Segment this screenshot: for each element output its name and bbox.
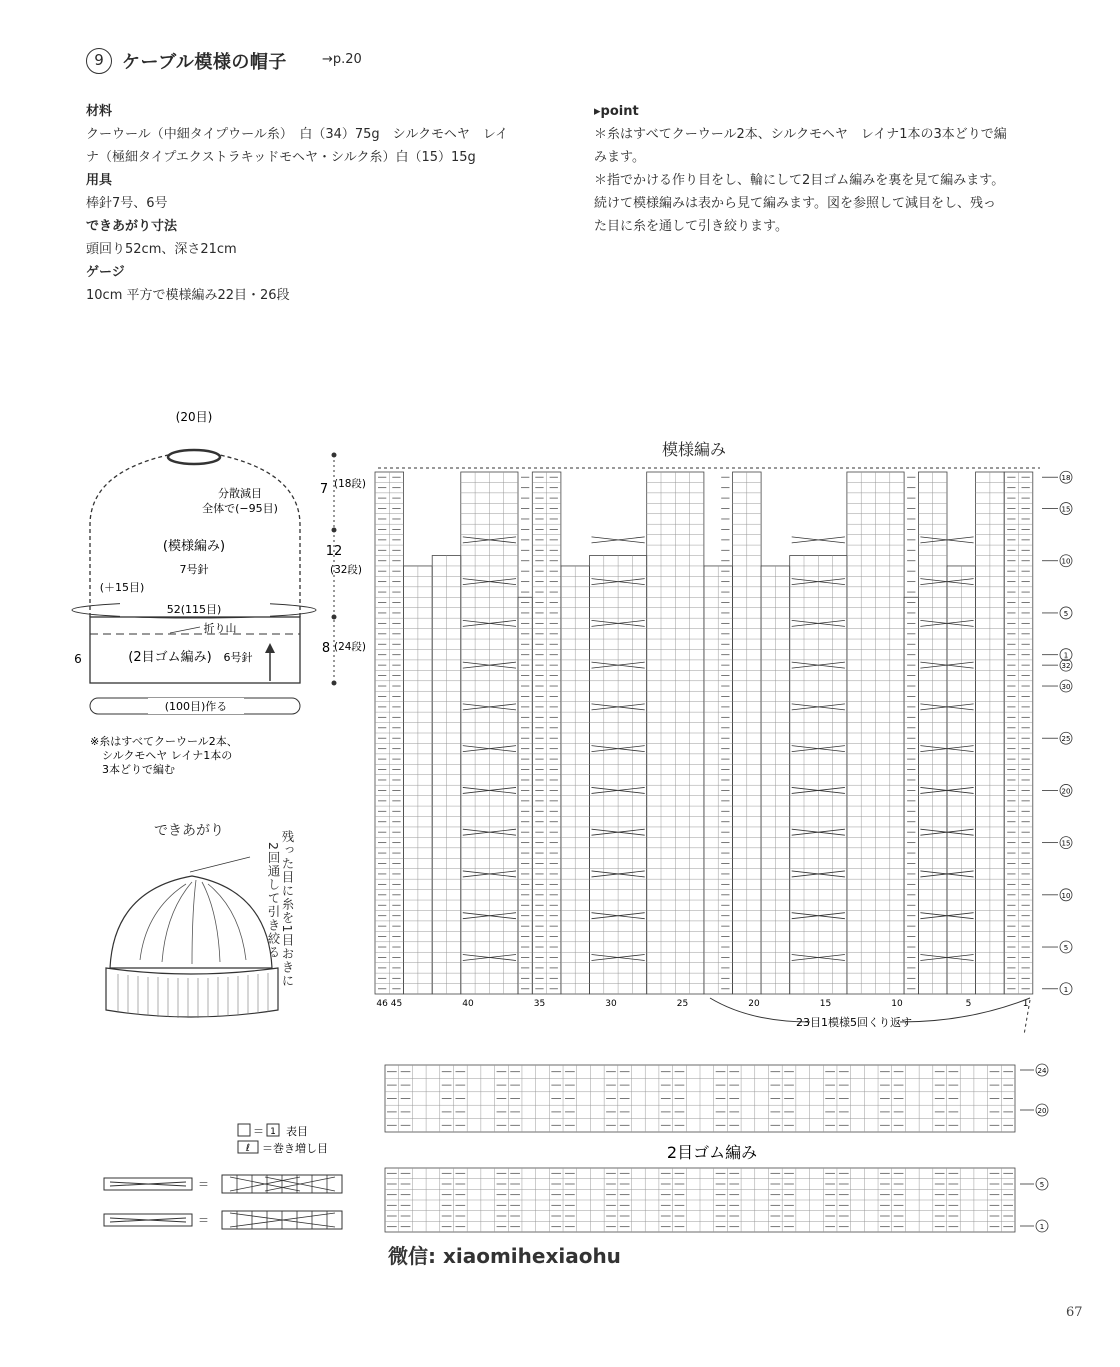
stitch-label: 45	[390, 999, 403, 1009]
dim-8-rows: (24段)	[333, 641, 367, 653]
dim-dot	[332, 453, 337, 458]
stitch-label: 1	[1022, 999, 1029, 1009]
cable-eq-2: ＝	[198, 1214, 209, 1227]
page-number: 67	[1066, 1305, 1083, 1320]
watermark: 微信: xiaomihexiaohu	[388, 1244, 621, 1268]
point-line-5: た目に糸を通して引き絞ります。	[594, 219, 788, 234]
decrease-line-2: 全体で(−95目)	[202, 502, 278, 515]
stitch-label: 10	[891, 999, 903, 1009]
crown-right-curve	[220, 455, 300, 617]
stitch-label: 40	[462, 999, 474, 1009]
rib-row-label: 5	[1039, 1181, 1045, 1189]
rib-row-label: 1	[1039, 1223, 1045, 1231]
dim-8: 8	[321, 641, 331, 656]
point-label: ▸point	[594, 104, 639, 119]
row-marker-label: 30	[1061, 683, 1071, 692]
dim-dot	[332, 528, 337, 533]
stitch-label: 35	[533, 999, 546, 1009]
rib-row-label: 24	[1037, 1067, 1047, 1075]
row-marker-label: 15	[1061, 839, 1071, 848]
page-title: ケーブル模様の帽子	[122, 52, 287, 73]
rib-row-markers	[1020, 1064, 1048, 1232]
rib-chart	[380, 1060, 1080, 1240]
direction-arrowhead	[265, 643, 275, 653]
point-line-2: みます。	[594, 150, 645, 165]
row-marker-label: 15	[1061, 505, 1071, 514]
hat-rib-lines	[118, 973, 268, 1018]
materials-line-2: ナ（極細タイプエクストラキッドモヘヤ・シルク糸）白（15）15g	[86, 150, 476, 165]
dim-12: 12	[325, 544, 343, 559]
plus-15: (＋15目)	[99, 581, 145, 594]
finished-note-col-1: 2回通して引き絞る	[266, 842, 281, 959]
row-marker-label: 10	[1061, 891, 1071, 900]
legend	[100, 1120, 360, 1240]
note-line-1: ※糸はすべてクーウール2本、	[90, 735, 238, 748]
gauge-value: 10cm 平方で模様編み22目・26段	[86, 288, 290, 303]
pattern-label: (模様編み)	[162, 539, 226, 554]
stitch-label: 5	[965, 999, 972, 1009]
row-marker-label: 10	[1061, 557, 1071, 566]
row-marker-label: 1	[1063, 651, 1069, 660]
tools-label: 用具	[86, 173, 113, 188]
top-gather-ellipse	[168, 450, 220, 464]
needle-7: 7号針	[179, 563, 209, 576]
hat-leader-line	[190, 857, 250, 872]
stitch-label: 15	[819, 999, 832, 1009]
cable-eq-1: ＝	[198, 1178, 209, 1191]
note-line-3: 3本どりで編む	[102, 763, 175, 776]
row-marker-label: 5	[1063, 944, 1069, 953]
cable-cross-symbol	[792, 537, 845, 543]
point-line-3: ＊指でかける作り目をし、輪にして2目ゴム編みを裏を見て編みます。	[594, 173, 1005, 188]
stitch-label: 30	[605, 999, 617, 1009]
stitch-label: 20	[748, 999, 760, 1009]
materials-line-1: クーウール（中細タイプウール糸） 白（34）75g シルクモヘヤ レイ	[86, 127, 509, 142]
increase-legend-symbol: ℓ	[245, 1143, 251, 1154]
dim-12-rows: (32段)	[329, 564, 363, 576]
finished-hat-drawing	[100, 850, 290, 1030]
point-block	[594, 100, 1064, 238]
needle-6: 6号針	[223, 651, 253, 664]
hat-cable-lines	[140, 880, 246, 964]
knit-legend-label: 表目	[286, 1125, 308, 1138]
point-line-1: ＊糸はすべてクーウール2本、シルクモヘヤ レイナ1本の3本どりで編	[594, 127, 1007, 142]
stitch-label: 46	[376, 999, 388, 1009]
dim-7-rows: (18段)	[333, 478, 367, 490]
hat-schematic	[60, 405, 370, 805]
increase-legend-label: ＝巻き増し目	[262, 1142, 328, 1155]
decrease-line-1: 分散減目	[218, 487, 262, 500]
row-marker-label: 25	[1061, 735, 1071, 744]
materials-label: 材料	[86, 104, 113, 119]
cable-cross-symbol	[592, 537, 645, 543]
row-marker-label: 20	[1061, 787, 1071, 796]
gauge-label: ゲージ	[86, 265, 125, 280]
dim-dot	[332, 681, 337, 686]
rib-label: (2目ゴム編み)	[128, 650, 212, 665]
hat-crown	[110, 876, 272, 968]
note-line-2: シルクモヘヤ レイナ1本の	[102, 749, 233, 762]
chart-title: 模様編み	[662, 440, 727, 459]
finished-note-col-2: 残った目に糸を1目おきに	[280, 830, 295, 988]
size-label: できあがり寸法	[86, 219, 178, 234]
knit-legend-box	[238, 1124, 250, 1136]
finished-label: できあがり	[154, 823, 224, 839]
knit-legend-symbol: 1	[270, 1127, 276, 1137]
row-marker-label: 1	[1063, 985, 1069, 994]
hat-brim	[106, 968, 278, 1017]
width-label: 52(115目)	[166, 603, 222, 616]
rib-row-label: 20	[1037, 1107, 1047, 1115]
cable-expanded-1-lines	[230, 1175, 335, 1193]
cable-symbol-2-cross	[110, 1218, 186, 1222]
chart-grid	[375, 472, 1033, 994]
point-line-4: 続けて模様編みは表から見て編みます。図を参照して減目をし、残っ	[594, 196, 996, 211]
pattern-chart	[370, 460, 1090, 1035]
knit-legend-eq: ＝	[253, 1125, 264, 1138]
page-reference: →p.20	[322, 52, 362, 67]
row-marker-label: 32	[1061, 662, 1071, 671]
cable-symbol-1-cross	[110, 1182, 186, 1186]
rib-chart-title: 2目ゴム編み	[666, 1143, 758, 1162]
fold-label: 折り山	[203, 622, 237, 635]
chart-stitch-labels	[376, 999, 1028, 1009]
left-dim-6: 6	[74, 652, 82, 666]
size-value: 頭回り52cm、深さ21cm	[86, 242, 237, 257]
specs-block	[86, 100, 566, 307]
stitch-label: 25	[676, 999, 689, 1009]
top-count: (20目)	[175, 410, 213, 424]
fold-leader	[170, 627, 200, 633]
cast-on-label: (100目)作る	[164, 700, 228, 713]
dim-7: 7	[319, 482, 329, 497]
pattern-number: 9	[86, 48, 112, 74]
tools-value: 棒針7号、6号	[86, 196, 168, 211]
row-marker-label: 18	[1061, 474, 1071, 483]
chart-row-markers	[1042, 471, 1072, 995]
dim-dot	[332, 615, 337, 620]
repeat-note: 23目1模様5回くり返す	[796, 1016, 912, 1029]
cable-expanded-2-lines	[230, 1211, 335, 1229]
row-marker-label: 5	[1063, 609, 1069, 618]
